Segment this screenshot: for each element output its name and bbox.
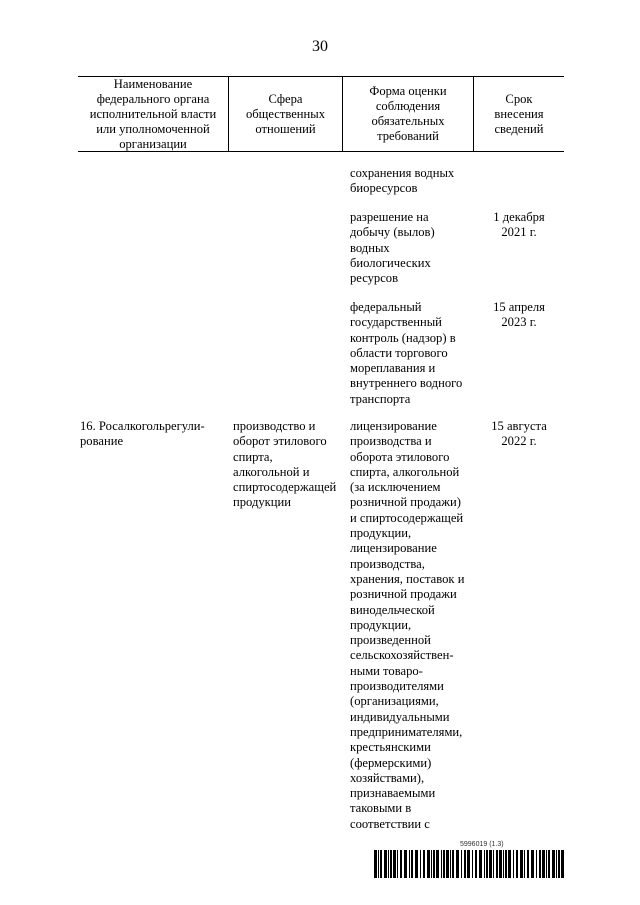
barcode-bar — [472, 850, 473, 878]
barcode-bar — [467, 850, 470, 878]
header-federal-body: Наименование федерального органа исполнительной власти или уполномоченной организации — [89, 76, 217, 151]
barcode-bar — [505, 850, 507, 878]
barcode-bar — [397, 850, 398, 878]
barcode-bar — [400, 850, 402, 878]
barcode-bar — [503, 850, 504, 878]
entry-bioresources-form: сохранения водных биоресурсов — [350, 166, 455, 196]
header-deadline: Срок внесения сведений — [473, 77, 564, 151]
header-sphere: Сфера общественных отношений — [228, 77, 342, 151]
barcode-number: 5996019 (1.3) — [460, 841, 504, 848]
barcode-bar — [384, 850, 387, 878]
barcode-bar — [552, 850, 555, 878]
barcode-bar — [542, 850, 545, 878]
barcode-bar — [461, 850, 462, 878]
barcode-image — [374, 850, 566, 878]
barcode-bar — [475, 850, 477, 878]
barcode-bar — [452, 850, 454, 878]
barcode-bar — [484, 850, 485, 878]
barcode-bar — [546, 850, 547, 878]
entry-maritime-control-form: федеральный государственный контроль (надзор) в области торгового мореплавания и внутреннего водного транспорта — [350, 300, 463, 406]
barcode-bar — [456, 850, 459, 878]
barcode-bar — [556, 850, 557, 878]
barcode-bar — [431, 850, 432, 878]
barcode-bar — [489, 850, 492, 878]
barcode-bar — [499, 850, 502, 878]
barcode-bar — [548, 850, 550, 878]
barcode-bar — [558, 850, 560, 878]
entry-fishing-permit-date: 1 декабря 2021 г. — [493, 210, 545, 240]
barcode-bar — [423, 850, 425, 878]
barcode-bar — [493, 850, 494, 878]
page-number: 30 — [312, 38, 328, 55]
barcode-bar — [520, 850, 523, 878]
barcode-bar — [516, 850, 518, 878]
barcode-bar — [441, 850, 442, 878]
entry-rosalkogol-sphere: производство и оборот этилового спирта, алкогольной и спиртосодержащей продукции — [233, 419, 337, 510]
barcode-bar — [464, 850, 466, 878]
barcode-bar — [388, 850, 389, 878]
barcode-bar — [450, 850, 451, 878]
barcode-bar — [433, 850, 435, 878]
barcode-bar — [404, 850, 407, 878]
barcode-bar — [524, 850, 525, 878]
barcode-bar — [508, 850, 511, 878]
barcode-bar — [374, 850, 377, 878]
barcode-bar — [527, 850, 529, 878]
barcode-bar — [420, 850, 421, 878]
barcode-bar — [415, 850, 418, 878]
barcode-bar — [536, 850, 537, 878]
barcode-bar — [411, 850, 413, 878]
entry-rosalkogol-date: 15 августа 2022 г. — [491, 419, 547, 449]
barcode-bar — [427, 850, 430, 878]
entry-rosalkogol-form: лицензирование производства и оборота этилового спирта, алкогольной (за исключением розничной продажи) и спиртосодержащей продукции, лицензирование производства, хранения, поставок и розничной продажи винодельческой продукции, произведенной сельскохозяйствен- ными товаро- производителями (организациями, индивидуальными предпринимателями, крестьянскими (фермерскими) хозяйствами), признаваемыми таковыми в соответствии с — [350, 419, 465, 831]
barcode-bar — [390, 850, 392, 878]
table-header — [78, 76, 564, 152]
barcode-bar — [479, 850, 482, 878]
barcode-bar — [393, 850, 396, 878]
barcode-bar — [486, 850, 488, 878]
entry-maritime-control-date: 15 апреля 2023 г. — [493, 300, 545, 330]
barcode-bar — [409, 850, 410, 878]
barcode-bar — [539, 850, 541, 878]
barcode-bar — [561, 850, 564, 878]
barcode-bar — [436, 850, 439, 878]
barcode-bar — [446, 850, 449, 878]
barcode-bar — [380, 850, 382, 878]
header-assessment-form: Форма оценки соблюдения обязательных требований — [342, 77, 473, 151]
barcode-bar — [443, 850, 445, 878]
barcode-bar — [513, 850, 514, 878]
barcode-bar — [531, 850, 534, 878]
barcode-bar — [496, 850, 498, 878]
barcode-bar — [378, 850, 379, 878]
entry-fishing-permit-form: разрешение на добычу (вылов) водных биологических ресурсов — [350, 210, 435, 286]
entry-rosalkogol-org: 16. Росалкогольрегули- рование — [80, 419, 205, 449]
